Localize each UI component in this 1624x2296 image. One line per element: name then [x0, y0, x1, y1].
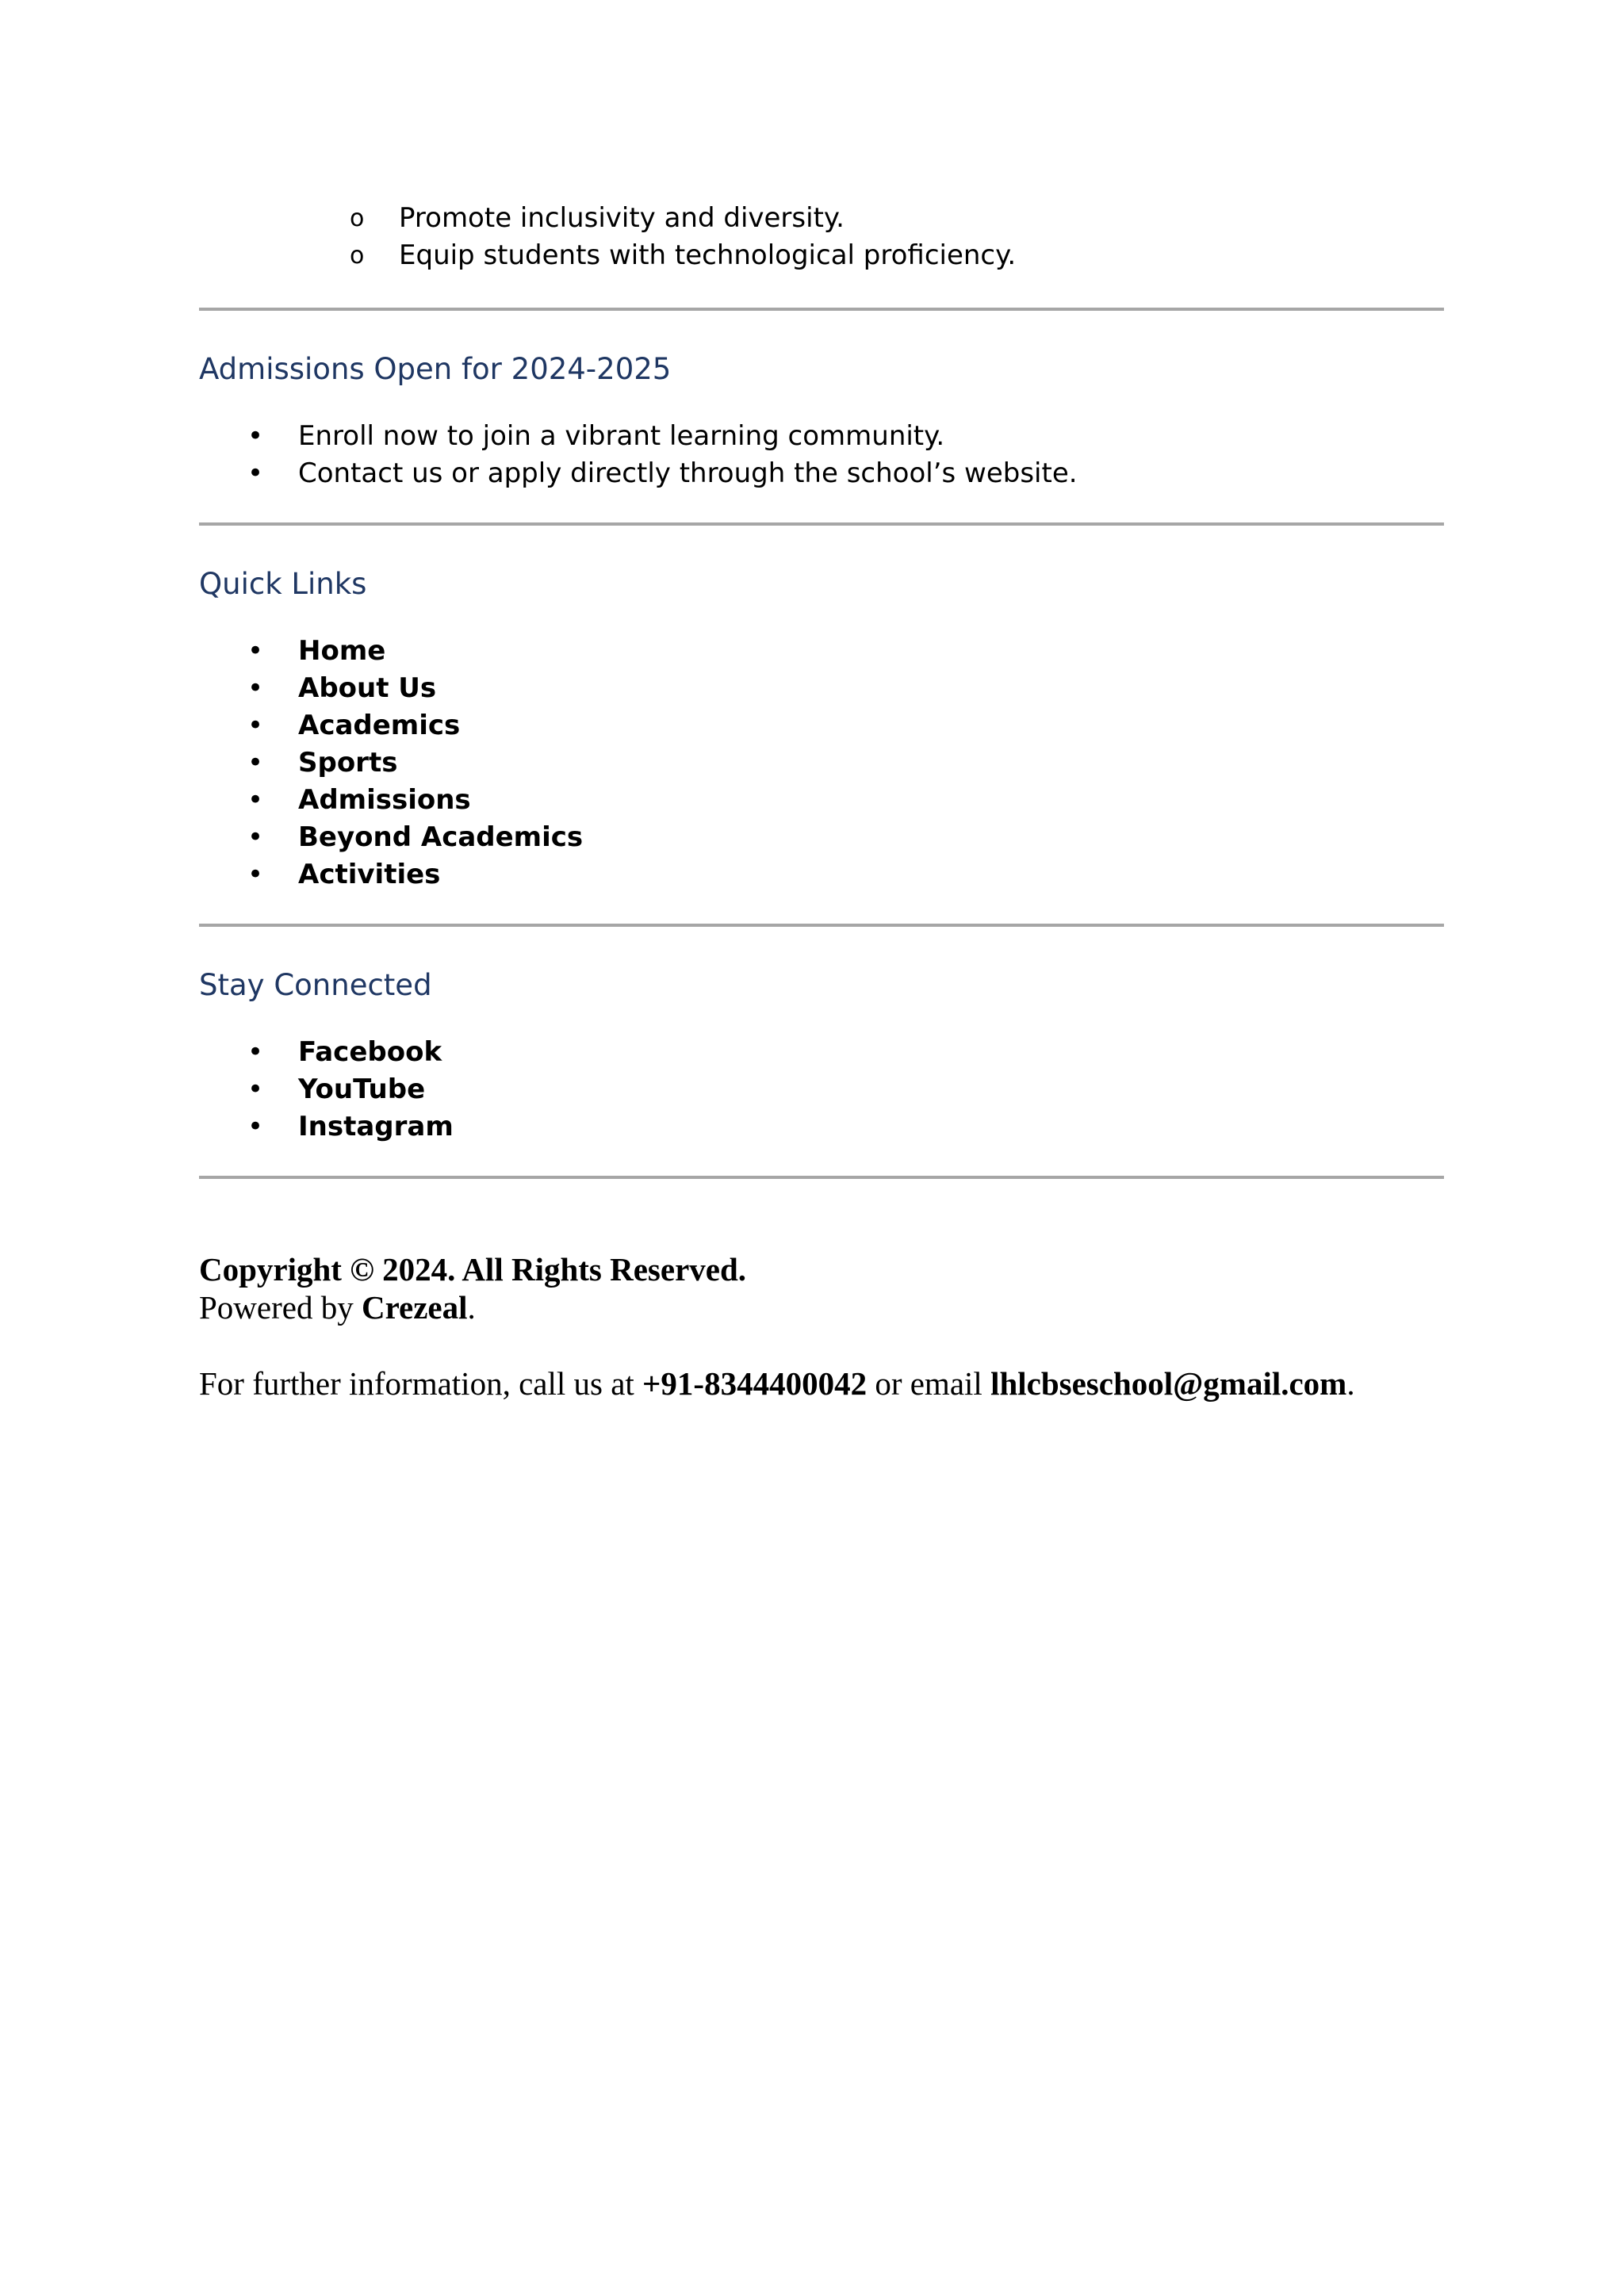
- link-label[interactable]: Activities: [298, 859, 441, 890]
- quick-link-home[interactable]: [247, 633, 1444, 670]
- quick-link-about-us[interactable]: [247, 670, 1444, 707]
- link-label[interactable]: About Us: [298, 672, 437, 704]
- quick-link-beyond-academics[interactable]: [247, 819, 1444, 856]
- admissions-heading: Admissions Open for 2024-2025: [199, 352, 672, 386]
- powered-by-line: [199, 1288, 1444, 1326]
- email-address: lhlcbseschool@gmail.com: [990, 1365, 1347, 1402]
- copyright-line: [199, 1250, 1444, 1288]
- bullet-icon: •: [247, 784, 264, 816]
- list-item-text: Enroll now to join a vibrant learning community.: [298, 420, 945, 452]
- section-divider: [199, 308, 1444, 311]
- list-item: [247, 455, 1444, 492]
- circle-bullet-icon: o: [350, 205, 365, 232]
- link-label[interactable]: YouTube: [298, 1073, 426, 1105]
- contact-suffix: .: [1346, 1365, 1355, 1402]
- list-item-text: Equip students with technological proficiency.: [399, 239, 1017, 271]
- quick-link-admissions[interactable]: [247, 782, 1444, 819]
- link-label[interactable]: Sports: [298, 747, 398, 779]
- footer: [199, 1250, 1444, 1402]
- quick-link-academics[interactable]: [247, 707, 1444, 744]
- section-divider: [199, 1176, 1444, 1179]
- values-sub-list: [199, 200, 1444, 274]
- social-link-instagram[interactable]: [247, 1108, 1444, 1146]
- bullet-icon: •: [247, 821, 264, 853]
- admissions-list: [199, 418, 1444, 492]
- social-link-facebook[interactable]: [247, 1034, 1444, 1071]
- bullet-icon: •: [247, 859, 264, 890]
- link-label[interactable]: Admissions: [298, 784, 471, 816]
- link-label[interactable]: Home: [298, 635, 386, 667]
- bullet-icon: •: [247, 1073, 264, 1105]
- bullet-icon: •: [247, 1111, 264, 1142]
- document-content: [199, 182, 1444, 1402]
- powered-by-prefix: Powered by: [199, 1289, 362, 1326]
- copyright-text: Copyright © 2024. All Rights Reserved.: [199, 1251, 747, 1288]
- bullet-icon: •: [247, 420, 264, 452]
- social-link-youtube[interactable]: [247, 1071, 1444, 1108]
- list-item-text: Promote inclusivity and diversity.: [399, 202, 845, 234]
- social-links-list: [199, 1034, 1444, 1146]
- powered-by-name: Crezeal: [361, 1289, 468, 1326]
- bullet-icon: •: [247, 710, 264, 741]
- stay-connected-heading: Stay Connected: [199, 968, 432, 1002]
- bullet-icon: •: [247, 635, 264, 667]
- powered-by-suffix: .: [467, 1289, 476, 1326]
- section-divider: [199, 924, 1444, 927]
- contact-middle: or email: [867, 1365, 991, 1402]
- bullet-icon: •: [247, 457, 264, 489]
- list-item: [350, 237, 1444, 274]
- link-label[interactable]: Academics: [298, 710, 461, 741]
- bullet-icon: •: [247, 747, 264, 779]
- bullet-icon: •: [247, 672, 264, 704]
- quick-link-activities[interactable]: [247, 856, 1444, 894]
- contact-line: [199, 1364, 1444, 1402]
- bullet-icon: •: [247, 1036, 264, 1068]
- quick-links-heading: Quick Links: [199, 567, 367, 601]
- contact-prefix: For further information, call us at: [199, 1365, 643, 1402]
- quick-link-sports[interactable]: [247, 744, 1444, 782]
- section-divider: [199, 522, 1444, 526]
- link-label[interactable]: Facebook: [298, 1036, 442, 1068]
- circle-bullet-icon: o: [350, 242, 365, 270]
- quick-links-list: [199, 633, 1444, 894]
- link-label[interactable]: Beyond Academics: [298, 821, 584, 853]
- list-item: [350, 200, 1444, 237]
- list-item: [247, 418, 1444, 455]
- link-label[interactable]: Instagram: [298, 1111, 454, 1142]
- phone-number: +91-8344400042: [642, 1365, 868, 1402]
- list-item-text: Contact us or apply directly through the school’s website.: [298, 457, 1078, 489]
